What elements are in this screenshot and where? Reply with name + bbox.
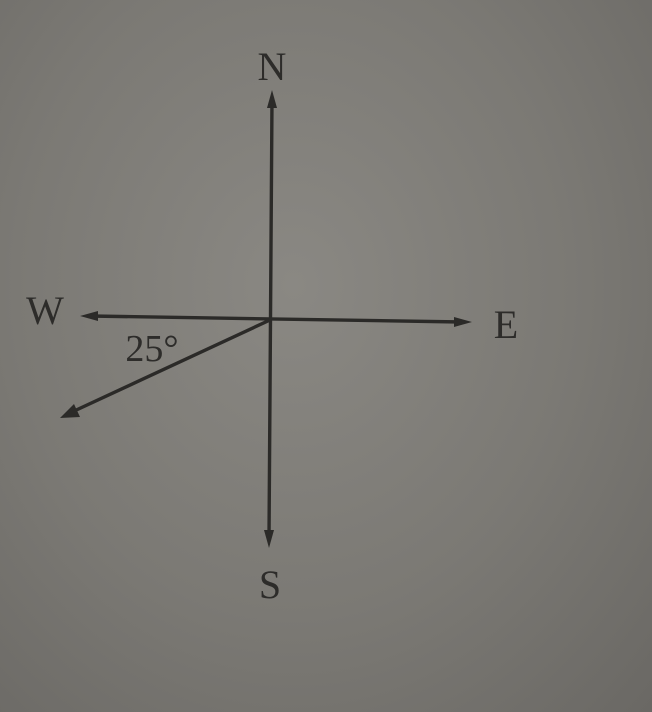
west-label: W	[26, 288, 64, 333]
vector-arrowhead	[60, 404, 80, 418]
east-arrowhead	[454, 317, 472, 327]
north-label: N	[257, 44, 287, 89]
west-arrowhead	[80, 311, 98, 321]
south-label: S	[258, 562, 282, 607]
east-west-axis	[90, 316, 462, 322]
north-arrowhead	[267, 90, 277, 108]
east-label: E	[493, 302, 519, 347]
south-arrowhead	[264, 530, 274, 548]
angle-label: 25°	[125, 328, 179, 370]
